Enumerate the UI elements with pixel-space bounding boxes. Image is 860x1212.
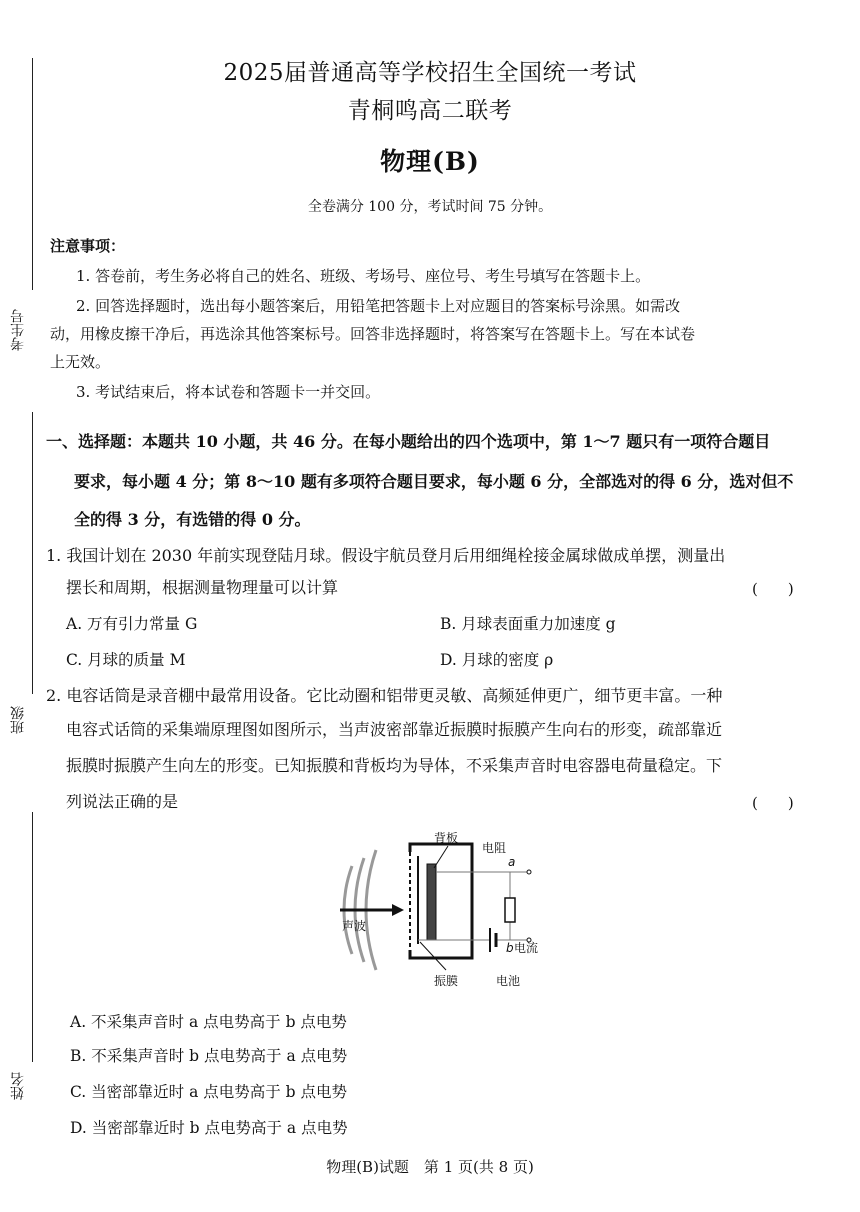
sound-arrow-head [392, 904, 404, 916]
margin-line-bottom [32, 812, 33, 1062]
question-2-option-a: A. 不采集声音时 a 点电势高于 b 点电势 [70, 1013, 347, 1031]
notice-item-2-line-2: 动，用橡皮擦干净后，再选涂其他答案标号。回答非选择题时，将答案写在答题卡上。写在本试卷 [50, 325, 696, 343]
section-instructions-line-3: 全的得 3 分，有选错的得 0 分。 [74, 510, 311, 529]
class-label: 班级 [10, 706, 26, 734]
terminal-a [527, 870, 531, 874]
full-score-note: 全卷满分 100 分，考试时间 75 分钟。 [307, 199, 553, 215]
diaphragm-leader [420, 942, 446, 970]
question-1-line-1: 1. 我国计划在 2030 年前实现登陆月球。假设宇航员登月后用细绳栓接金属球做成单摆，测量出 [46, 546, 726, 565]
mic-housing [410, 844, 472, 958]
student-id-label: 考生号 [10, 309, 26, 351]
label-diaphragm: 振膜 [434, 974, 459, 988]
section-instructions-line-1: 一、选择题：本题共 10 小题，共 46 分。在每小题给出的四个选项中，第 1～7 题只有一项符合题目 [46, 432, 771, 451]
label-sound-wave: 声波 [342, 919, 367, 933]
question-1-line-2: 摆长和周期，根据测量物理量可以计算 [66, 578, 339, 597]
exam-subtitle: 青桐鸣高二联考 [347, 98, 513, 124]
notice-item-3: 3. 考试结束后，将本试卷和答题卡一并交回。 [76, 383, 381, 401]
margin-line-middle [32, 412, 33, 694]
question-2-option-d: D. 当密部靠近时 b 点电势高于 a 点电势 [70, 1119, 348, 1137]
subject-title: 物理(B) [380, 147, 480, 176]
exam-title: 2025届普通高等学校招生全国统一考试 [223, 60, 637, 86]
question-1-option-b: B. 月球表面重力加速度 g [440, 615, 616, 633]
section-instructions-line-2: 要求，每小题 4 分；第 8～10 题有多项符合题目要求，每小题 6 分，全部选对的得 6 分，选对但不 [74, 472, 794, 491]
question-1-option-a: A. 万有引力常量 G [66, 615, 198, 633]
question-1-answer-paren: ( ) [752, 580, 794, 598]
label-back-plate: 背板 [434, 831, 459, 845]
question-2-line-1: 2. 电容话筒是录音棚中最常用设备。它比动圈和铝带更灵敏、高频延伸更广，细节更丰富。一种 [46, 686, 723, 705]
name-label: 姓名 [10, 1072, 26, 1100]
back-plate-leader [434, 846, 448, 868]
page-footer: 物理(B)试题 第 1 页(共 8 页) [326, 1158, 534, 1176]
label-point-b: b [506, 941, 514, 955]
notice-item-1: 1. 答卷前，考生务必将自己的姓名、班级、考场号、座位号、考生号填写在答题卡上。 [76, 267, 651, 285]
notice-item-2-line-1: 2. 回答选择题时，选出每小题答案后，用铅笔把答题卡上对应题目的答案标号涂黑。如需改 [76, 297, 681, 315]
question-2-option-c: C. 当密部靠近时 a 点电势高于 b 点电势 [70, 1083, 348, 1101]
notice-item-2-line-3: 上无效。 [50, 353, 111, 371]
question-2-option-b: B. 不采集声音时 b 点电势高于 a 点电势 [70, 1047, 348, 1065]
label-battery: 电池 [496, 974, 521, 988]
question-2-line-4: 列说法正确的是 [66, 792, 179, 811]
microphone-circuit-diagram [330, 822, 560, 994]
question-2-line-2: 电容式话筒的采集端原理图如图所示，当声波密部靠近振膜时振膜产生向右的形变，疏部靠近 [66, 720, 723, 739]
question-1-option-d: D. 月球的密度 ρ [440, 651, 554, 669]
notice-heading: 注意事项： [50, 237, 126, 255]
question-2-answer-paren: ( ) [752, 794, 794, 812]
back-plate [427, 864, 436, 940]
question-1-option-c: C. 月球的质量 M [66, 651, 186, 669]
question-2-line-3: 振膜时振膜产生向左的形变。已知振膜和背板均为导体，不采集声音时电容器电荷量稳定。下 [66, 756, 723, 775]
label-point-a: a [508, 855, 516, 869]
resistor [505, 898, 515, 922]
label-current: 电流 [514, 941, 539, 955]
label-resistor: 电阻 [482, 841, 507, 855]
